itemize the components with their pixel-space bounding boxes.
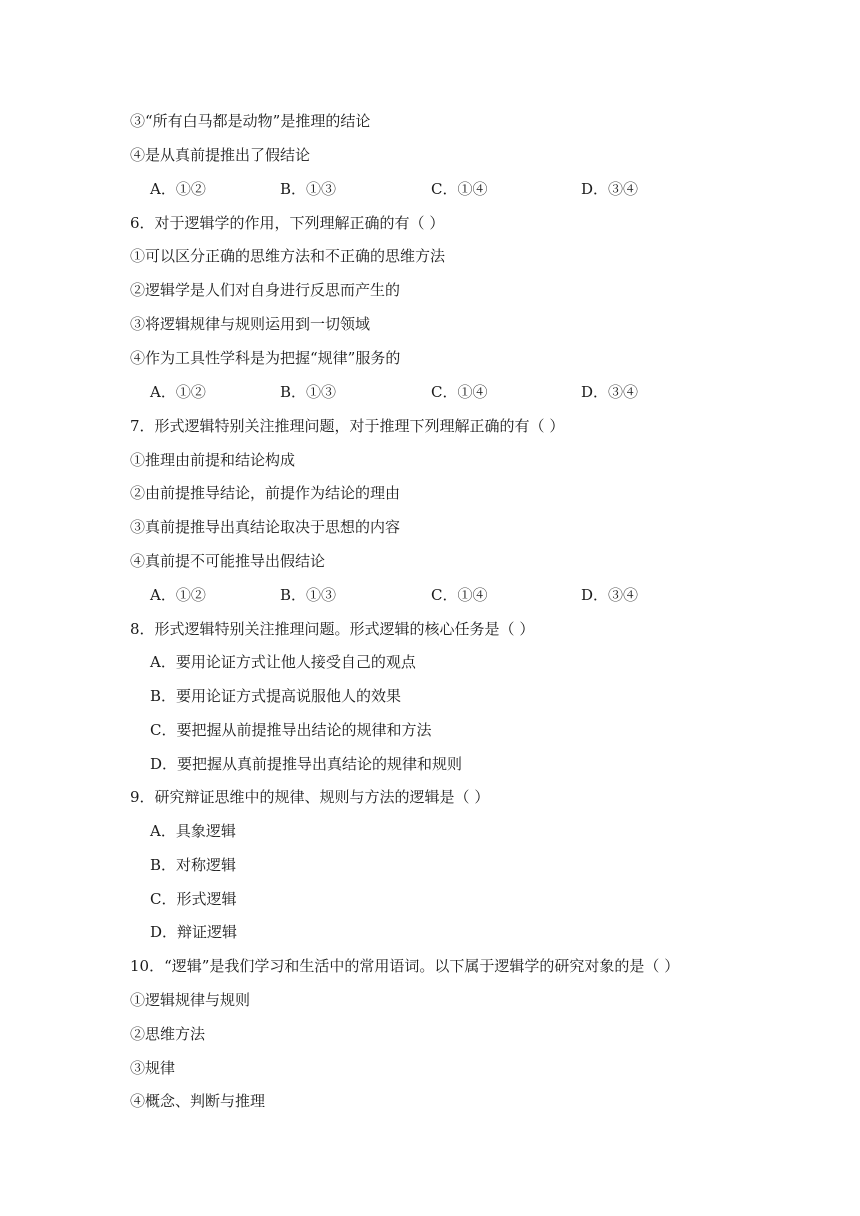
q6-choice-b[interactable]: B．①③	[280, 383, 337, 401]
q7-choice-a[interactable]: A．①②	[150, 586, 206, 604]
q5-choice-d[interactable]: D．③④	[581, 180, 639, 198]
q5-choice-a[interactable]: A．①②	[150, 180, 206, 198]
q7-item-4: ④真前提不可能推导出假结论	[130, 552, 326, 570]
q7-choice-d[interactable]: D．③④	[581, 586, 639, 604]
q8-stem: 8．形式逻辑特别关注推理问题。形式逻辑的核心任务是（ ）	[130, 620, 535, 638]
q7-choices	[150, 585, 710, 605]
q6-item-1: ①可以区分正确的思维方法和不正确的思维方法	[130, 247, 446, 265]
q6-choice-d[interactable]: D．③④	[581, 383, 639, 401]
q5-item-3: ③“所有白马都是动物”是推理的结论	[130, 112, 371, 130]
q7-item-2: ②由前提推导结论，前提作为结论的理由	[130, 484, 401, 502]
q6-item-3: ③将逻辑规律与规则运用到一切领域	[130, 315, 371, 333]
q8-option-b[interactable]: B．要用论证方式提高说服他人的效果	[150, 687, 402, 705]
q8-option-a[interactable]: A．要用论证方式让他人接受自己的观点	[150, 653, 416, 671]
q6-item-2: ②逻辑学是人们对自身进行反思而产生的	[130, 281, 401, 299]
q5-choice-c[interactable]: C．①④	[431, 180, 488, 198]
q6-choice-a[interactable]: A．①②	[150, 383, 206, 401]
q6-stem: 6．对于逻辑学的作用，下列理解正确的有（ ）	[130, 214, 445, 232]
q10-item-2: ②思维方法	[130, 1025, 206, 1043]
q7-item-3: ③真前提推导出真结论取决于思想的内容	[130, 518, 401, 536]
q9-option-d[interactable]: D．辩证逻辑	[150, 923, 238, 941]
q5-item-4: ④是从真前提推出了假结论	[130, 146, 311, 164]
q6-choice-c[interactable]: C．①④	[431, 383, 488, 401]
q8-option-c[interactable]: C．要把握从前提推导出结论的规律和方法	[150, 721, 432, 739]
q6-item-4: ④作为工具性学科是为把握“规律”服务的	[130, 349, 401, 367]
q6-choices	[150, 382, 710, 402]
q7-stem: 7．形式逻辑特别关注推理问题，对于推理下列理解正确的有（ ）	[130, 417, 565, 435]
q5-choices	[150, 179, 710, 199]
q10-stem: 10．“逻辑”是我们学习和生活中的常用语词。以下属于逻辑学的研究对象的是（ ）	[130, 957, 680, 975]
q10-item-4: ④概念、判断与推理	[130, 1092, 266, 1110]
q8-option-d[interactable]: D．要把握从真前提推导出真结论的规律和规则	[150, 755, 463, 773]
q9-option-c[interactable]: C．形式逻辑	[150, 890, 237, 908]
q9-option-a[interactable]: A．具象逻辑	[150, 822, 236, 840]
q9-option-b[interactable]: B．对称逻辑	[150, 856, 237, 874]
q5-choice-b[interactable]: B．①③	[280, 180, 337, 198]
q7-choice-c[interactable]: C．①④	[431, 586, 488, 604]
q9-stem: 9．研究辩证思维中的规律、规则与方法的逻辑是（ ）	[130, 788, 490, 806]
q10-item-1: ①逻辑规律与规则	[130, 991, 251, 1009]
q10-item-3: ③规律	[130, 1059, 176, 1077]
q7-choice-b[interactable]: B．①③	[280, 586, 337, 604]
q7-item-1: ①推理由前提和结论构成	[130, 451, 296, 469]
